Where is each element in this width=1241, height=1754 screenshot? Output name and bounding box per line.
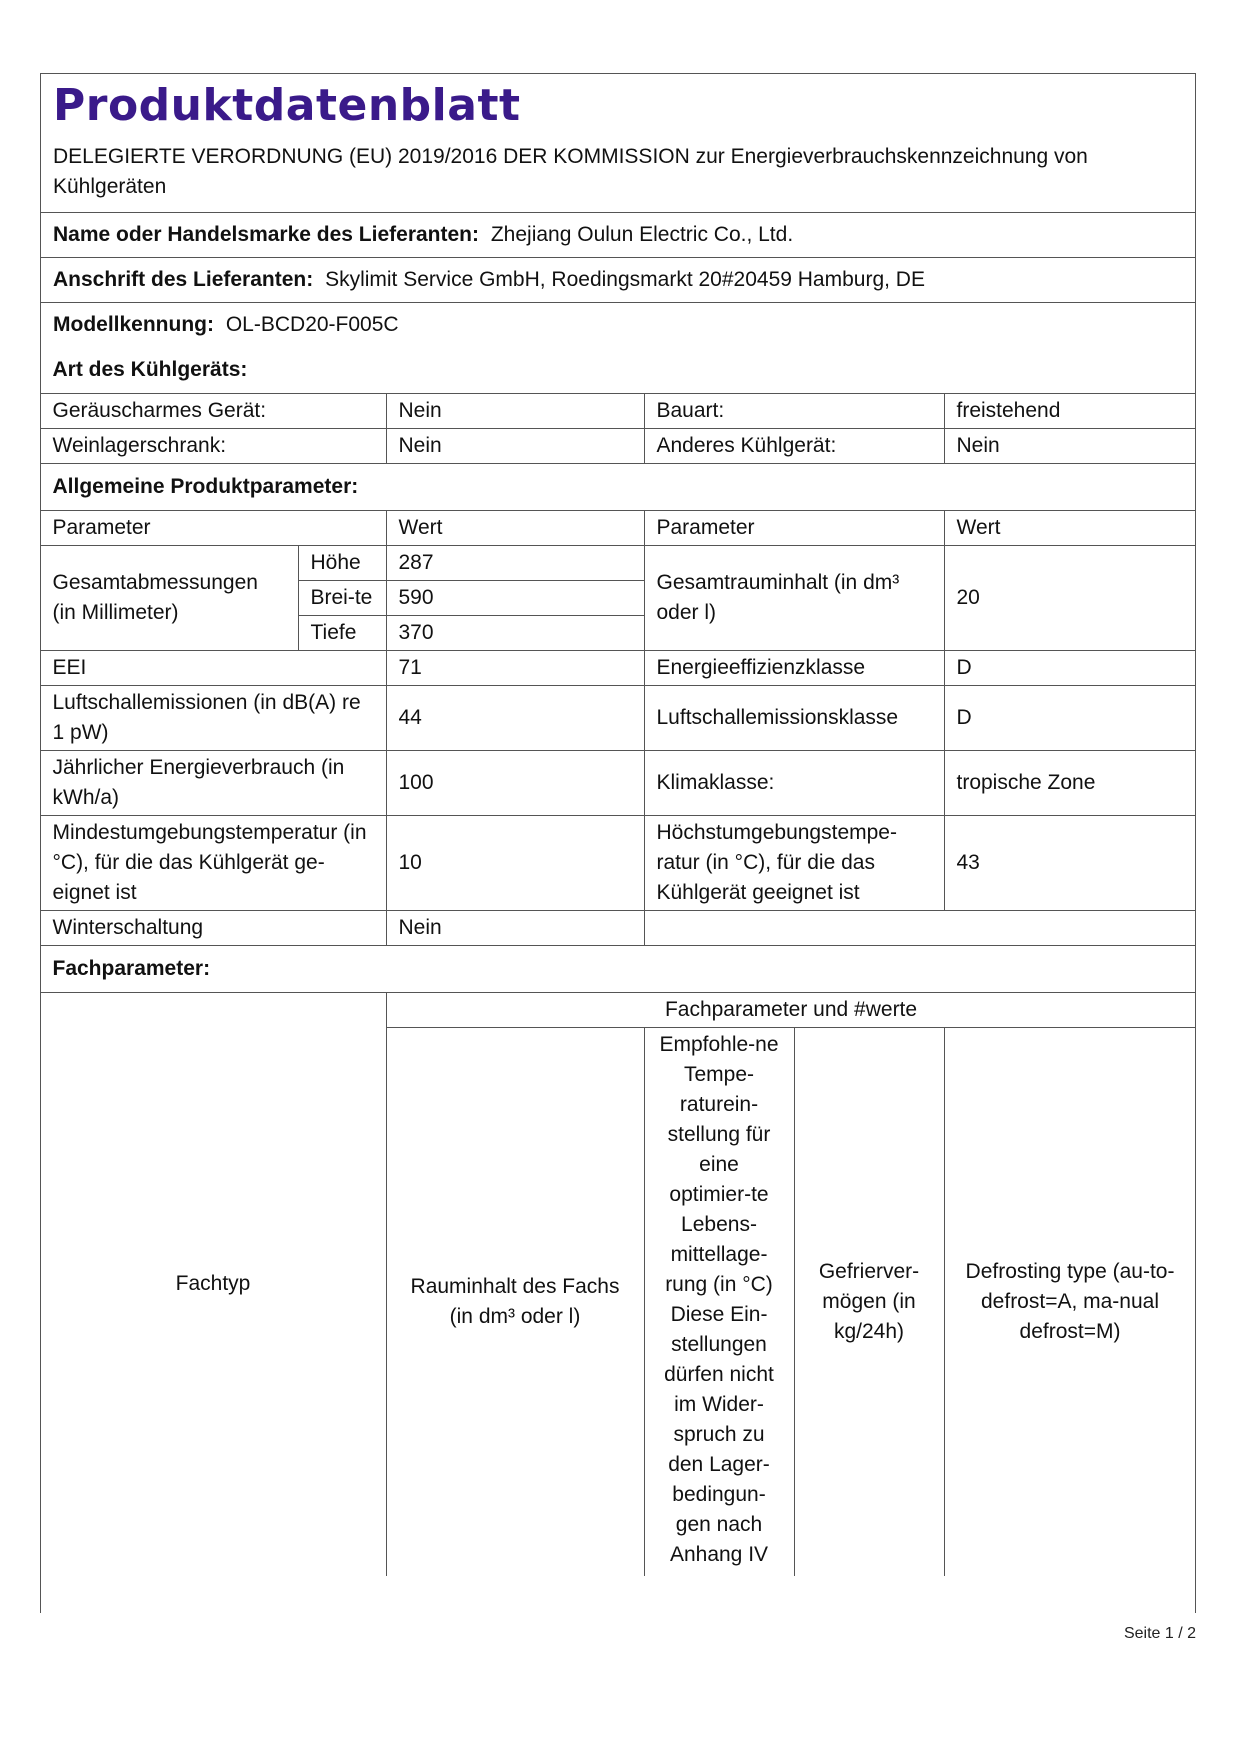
address-value: Skylimit Service GmbH, Roedingsmarkt 20#20459 Hamburg, DE (325, 268, 925, 291)
width-value: 590 (386, 581, 644, 616)
compartment-group-header: Fachparameter und #werte (386, 993, 1196, 1028)
address-label: Anschrift des Lieferanten: (53, 268, 314, 291)
depth-value: 370 (386, 616, 644, 651)
cell: 43 (944, 816, 1196, 911)
volume-label: Gesamtrauminhalt (in dm³ oder l) (644, 546, 944, 651)
cell: Geräuscharmes Gerät: (40, 394, 386, 429)
column-header: Parameter (40, 511, 386, 546)
table-row (40, 911, 1196, 946)
compartment-section-title: Fachparameter: (40, 946, 1196, 993)
cell: Energieeffizienzklasse (644, 651, 944, 686)
cell: Nein (386, 429, 644, 464)
compartment-type-header: Fachtyp (40, 993, 386, 1576)
type-section-title: Art des Kühlgeräts: (40, 347, 1196, 394)
cell: Mindestumgebungstemperatur (in °C), für die das Kühlgerät ge-eignet ist (40, 816, 386, 911)
cell: Anderes Kühlgerät: (644, 429, 944, 464)
compartment-volume-header: Rauminhalt des Fachs (in dm³ oder l) (386, 1028, 644, 1576)
cell: D (944, 651, 1196, 686)
volume-value: 20 (944, 546, 1196, 651)
address-row (41, 257, 1195, 302)
cell: Nein (386, 394, 644, 429)
table-row (40, 546, 1196, 581)
page-number: Seite 1 / 2 (1123, 1625, 1196, 1642)
width-label: Brei-te (298, 581, 386, 616)
section-row (40, 464, 1196, 511)
cell: Luftschallemissionen (in dB(A) re 1 pW) (40, 686, 386, 751)
cell: tropische Zone (944, 751, 1196, 816)
cell: Jährlicher Energieverbrauch (in kWh/a) (40, 751, 386, 816)
empty-cell (644, 911, 1196, 946)
column-header: Wert (386, 511, 644, 546)
height-value: 287 (386, 546, 644, 581)
cell: 10 (386, 816, 644, 911)
supplier-value: Zhejiang Oulun Electric Co., Ltd. (490, 223, 794, 246)
dimensions-label: Gesamtabmessungen (in Millimeter) (40, 546, 298, 651)
header-row (40, 993, 1196, 1028)
cell: 100 (386, 751, 644, 816)
compartment-defrost-header: Defrosting type (au-to-defrost=A, ma-nual defrost=M) (944, 1028, 1196, 1576)
cell: Weinlagerschrank: (40, 429, 386, 464)
table-row (40, 816, 1196, 911)
column-header: Wert (944, 511, 1196, 546)
cell: Höchstumgebungstempe-ratur (in °C), für die das Kühlgerät geeignet ist (644, 816, 944, 911)
model-label: Modellkennung: (53, 313, 214, 336)
table-row (40, 651, 1196, 686)
table-row (40, 751, 1196, 816)
cell: freistehend (944, 394, 1196, 429)
header-row (40, 511, 1196, 546)
compartment-temperature-header: Empfohle-ne Tempe-raturein-stellung für eine optimier-te Lebens-mittellage-rung (in °C) Diese Ein-stellungen dürfen nicht im Wider-spruch zu den Lager-bedingun-gen nach Anhang IV (644, 1028, 794, 1576)
column-header: Parameter (644, 511, 944, 546)
table-row (40, 429, 1196, 464)
supplier-label: Name oder Handelsmarke des Lieferanten: (53, 223, 479, 246)
regulation-text: DELEGIERTE VERORDNUNG (EU) 2019/2016 DER KOMMISSION zur Energieverbrauchskennzeichnung von Kühlgeräten (53, 145, 1088, 198)
compartment-freezing-header: Gefrierver-mögen (in kg/24h) (794, 1028, 944, 1576)
model-value: OL-BCD20-F005C (225, 313, 399, 336)
datasheet (40, 73, 1196, 1613)
winter-value: Nein (386, 911, 644, 946)
cell: 71 (386, 651, 644, 686)
table-row (40, 686, 1196, 751)
depth-label: Tiefe (298, 616, 386, 651)
table-row (40, 394, 1196, 429)
section-row (40, 946, 1196, 993)
cell: 44 (386, 686, 644, 751)
model-row (41, 302, 1195, 347)
cell: Bauart: (644, 394, 944, 429)
parameter-table (40, 347, 1196, 1576)
cell: Klimaklasse: (644, 751, 944, 816)
section-row (40, 347, 1196, 394)
cell: Nein (944, 429, 1196, 464)
winter-label: Winterschaltung (40, 911, 386, 946)
height-label: Höhe (298, 546, 386, 581)
cell: Luftschallemissionsklasse (644, 686, 944, 751)
general-section-title: Allgemeine Produktparameter: (40, 464, 1196, 511)
page-title: Produktdatenblatt (53, 80, 521, 131)
cell: EEI (40, 651, 386, 686)
supplier-row (41, 212, 1195, 257)
cell: D (944, 686, 1196, 751)
